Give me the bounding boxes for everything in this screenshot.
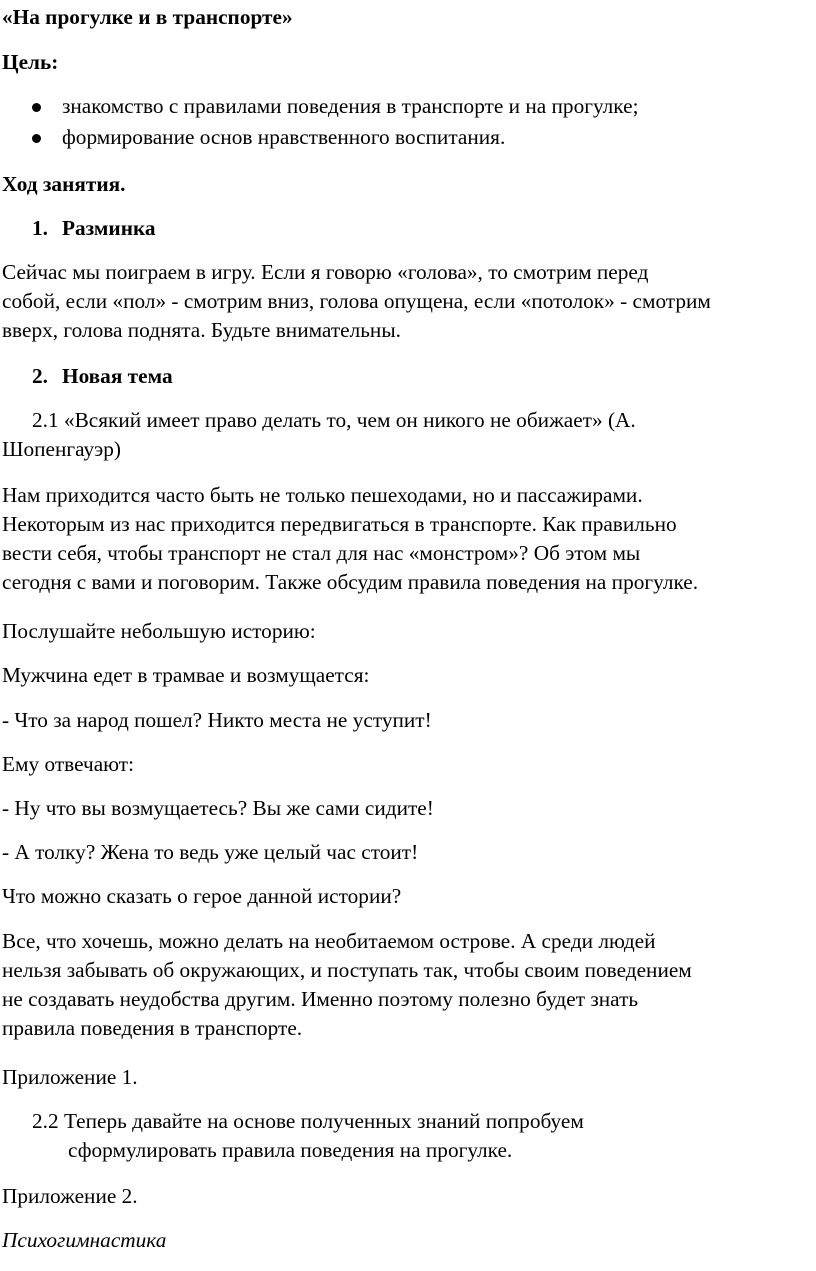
text-line: вести себя, чтобы транспорт не стал для нас «монстром»? Об этом мы: [2, 541, 641, 565]
goal-heading: Цель:: [2, 50, 59, 74]
story-line: - Ну что вы возмущаетесь? Вы же сами сидите!: [2, 796, 434, 820]
goal-list: [0, 92, 639, 154]
warmup-paragraph: [2, 258, 814, 345]
section-title: Новая тема: [62, 364, 173, 388]
story-line: Что можно сказать о герое данной истории?: [2, 884, 402, 908]
text-line: 2.2 Теперь давайте на основе полученных знаний попробуем: [32, 1109, 584, 1133]
text-line: сегодня с вами и поговорим. Также обсудим правила поведения на прогулке.: [2, 570, 699, 594]
task-paragraph: [32, 1107, 584, 1165]
text-line: 2.1 «Всякий имеет право делать то, чем он никого не обижает» (А.: [32, 408, 636, 432]
bullet-icon: [32, 103, 41, 112]
text-line: собой, если «пол» - смотрим вниз, голова опущена, если «потолок» - смотрим: [2, 289, 711, 313]
section-number: 2.: [32, 364, 48, 388]
text-line: не создавать неудобства другим. Именно поэтому полезно будет знать: [2, 987, 639, 1011]
text-line: Все, что хочешь, можно делать на необитаемом острове. А среди людей: [2, 929, 656, 953]
text-line: Шопенгауэр): [2, 437, 122, 461]
bullet-icon: [32, 134, 41, 143]
text-line: Нам приходится часто быть не только пешеходами, но и пассажирами.: [2, 483, 643, 507]
flow-heading: Ход занятия.: [2, 172, 126, 196]
text-line: нельзя забывать об окружающих, и поступать так, чтобы своим поведением: [2, 958, 692, 982]
story-line: Мужчина едет в трамвае и возмущается:: [2, 663, 370, 687]
story-line: Ему отвечают:: [2, 752, 135, 776]
text-line: сформулировать правила поведения на прогулке.: [68, 1138, 513, 1162]
conclusion-paragraph: [2, 927, 814, 1043]
quote-paragraph: [2, 406, 814, 464]
goal-text: формирование основ нравственного воспитания.: [62, 125, 506, 149]
document-title: «На прогулке и в транспорте»: [2, 5, 293, 29]
story-line: - Что за народ пошел? Никто места не уступит!: [2, 708, 432, 732]
text-line: вверх, голова поднята. Будьте внимательны.: [2, 318, 401, 342]
text-line: правила поведения в транспорте.: [2, 1016, 303, 1040]
section-number: 1.: [32, 216, 48, 240]
section-heading-new-topic: [32, 362, 173, 391]
psychogymnastics-heading: Психогимнастика: [2, 1228, 167, 1252]
section-heading-warmup: [32, 214, 156, 243]
story-line: - А толку? Жена то ведь уже целый час стоит!: [2, 840, 419, 864]
goal-item: [0, 92, 639, 123]
appendix-1-label: Приложение 1.: [2, 1065, 138, 1089]
intro-paragraph: [2, 481, 814, 597]
story-line: Послушайте небольшую историю:: [2, 619, 316, 643]
text-line: Сейчас мы поиграем в игру. Если я говорю «голова», то смотрим перед: [2, 260, 649, 284]
appendix-2-label: Приложение 2.: [2, 1184, 138, 1208]
section-title: Разминка: [62, 216, 156, 240]
goal-text: знакомство с правилами поведения в транспорте и на прогулке;: [62, 94, 639, 118]
text-line: Некоторым из нас приходится передвигаться в транспорте. Как правильно: [2, 512, 677, 536]
goal-item: [0, 123, 639, 154]
